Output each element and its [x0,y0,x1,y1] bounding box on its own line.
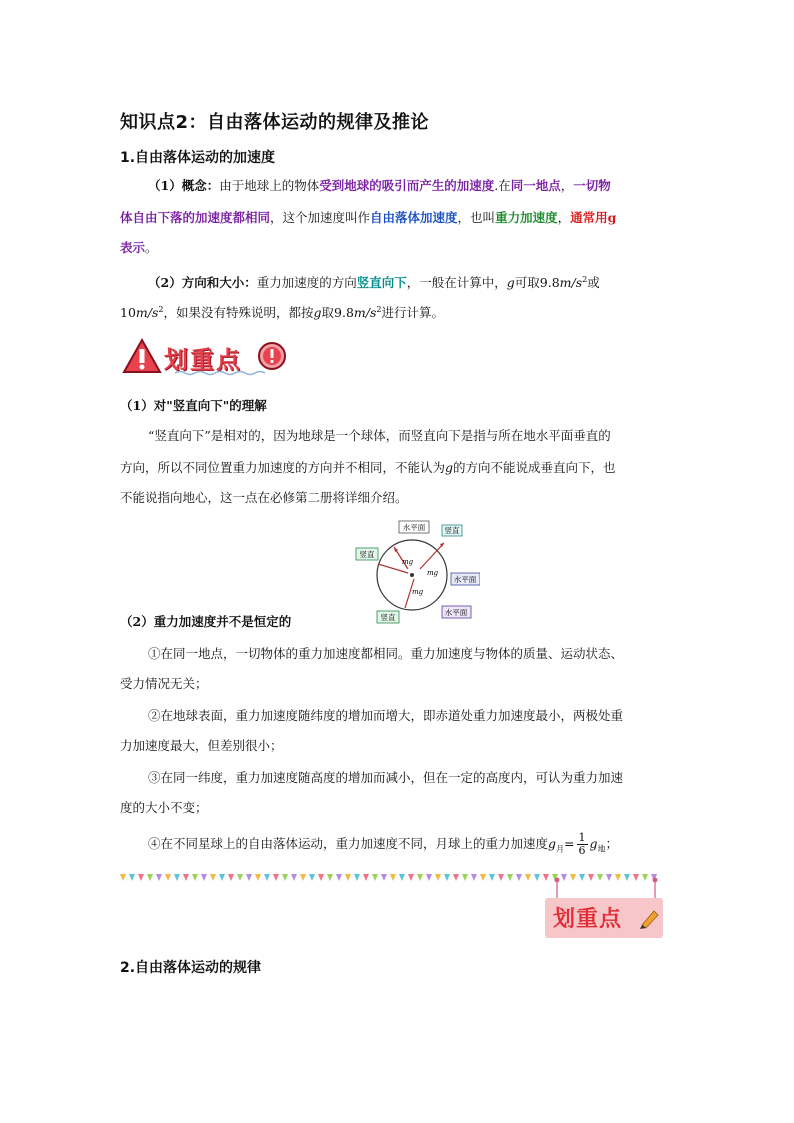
bunting-flag [444,874,450,881]
mg-label-right: mg [427,569,439,577]
bunting-flag [336,874,342,881]
banner-underline-wave [175,370,265,376]
note-1-heading: （1）对"竖直向下"的理解 [120,398,267,413]
mg-label-bottom: mg [412,588,424,596]
tag-horizontal-right: 水平面 [453,575,477,584]
bunting-flag [435,874,441,881]
bunting-flag [147,874,153,881]
note-2-item-3b: 度的大小不变； [120,800,208,815]
bunting-flag [246,874,252,881]
stamp-hanger [553,876,663,900]
bunting-flag [165,874,171,881]
note-2-item-2a: ②在地球表面，重力加速度随纬度的增加而增大，即赤道处重力加速度最小，两极处重 [148,708,624,723]
bunting-flag [489,874,495,881]
pencil-icon [639,907,659,929]
bunting-flag [426,874,432,881]
note-2-item-1a: ①在同一地点，一切物体的重力加速度都相同。重力加速度与物体的质量、运动状态、 [148,646,624,661]
bunting-flag [174,874,180,881]
bunting-flag [471,874,477,881]
bunting-flag [228,874,234,881]
warning-icon [122,338,162,374]
bunting-flag [300,874,306,881]
note-2-item-2b: 力加速度最大，但差别很小； [120,738,283,753]
tag-vertical-topright: 竖直 [444,526,460,535]
bunting-flag [363,874,369,881]
section-1-heading: 1.自由落体运动的加速度 [120,150,276,166]
bunting-flag [345,874,351,881]
stamp-label: 划重点 [553,907,623,932]
bunting-flag [390,874,396,881]
bunting-flag [453,874,459,881]
note-2-item-1b: 受力情况无关； [120,676,208,691]
bunting-flag [192,874,198,881]
bunting-flag [219,874,225,881]
bunting-flag [291,874,297,881]
bunting-flag [282,874,288,881]
bunting-flag [138,874,144,881]
bunting-flag [408,874,414,881]
bunting-flag [183,874,189,881]
bunting-flag [201,874,207,881]
bunting-flag [507,874,513,881]
bunting-flag [498,874,504,881]
bunting-flag [264,874,270,881]
bunting-flag [381,874,387,881]
bunting-flag [309,874,315,881]
bunting-flag [255,874,261,881]
note-1-line-2: 方向，所以不同位置重力加速度的方向并不相同，不能认为g的方向不能说成垂直向下，也 [120,460,616,475]
tag-horizontal-top: 水平面 [402,523,426,532]
direction-line-1: （2）方向和大小：重力加速度的方向竖直向下，一般在计算中，g可取$9.8m/s^2$或 [148,275,600,291]
bunting-flag [120,874,126,881]
gravity-direction-diagram [350,517,480,625]
direction-line-2: $10m/s^2$，如果没有特殊说明，都按g取$9.8m/s^2$进行计算。 [120,305,444,321]
fraction-one-sixth: $\frac{1}{6}$ [578,831,586,857]
bunting-flag [237,874,243,881]
bunting-flag [210,874,216,881]
exclamation-icon [257,341,287,371]
bunting-flag [354,874,360,881]
bunting-flag [462,874,468,881]
bunting-flag [480,874,486,881]
tag-vertical-bottom: 竖直 [380,613,396,622]
bunting-flag [372,874,378,881]
bunting-flag [516,874,522,881]
bunting-flag [399,874,405,881]
bunting-flag [543,874,549,881]
concept-line-1: （1）概念：由于地球上的物体受到地球的吸引而产生的加速度.在同一地点，一切物 [148,178,611,193]
banner-label: 划重点 [164,346,242,374]
key-point-stamp [545,898,663,938]
tag-vertical-left: 竖直 [359,550,375,559]
bunting-flag [534,874,540,881]
page-title: 知识点2：自由落体运动的规律及推论 [120,112,430,133]
tag-horizontal-bottom: 水平面 [444,608,468,617]
bunting-flag [273,874,279,881]
bunting-flag [318,874,324,881]
section-2-heading: 2.自由落体运动的规律 [120,960,262,976]
bunting-flag [417,874,423,881]
note-2-heading: （2）重力加速度并不是恒定的 [120,614,292,629]
bunting-flag [129,874,135,881]
note-2-item-4: ④在不同星球上的自由落体运动，重力加速度不同，月球上的重力加速度$g_月=$ $\frac{1}{6}$ $g_地$； [148,831,619,857]
mg-label-top: mg [402,558,414,566]
note-1-line-1: “竖直向下”是相对的，因为地球是一个球体，而竖直向下是指与所在地水平面垂直的 [148,428,611,443]
concept-line-3: 表示。 [120,240,158,255]
bunting-flag [156,874,162,881]
concept-line-2: 体自由下落的加速度都相同，这个加速度叫作自由落体加速度，也叫重力加速度，通常用g [120,210,617,225]
bunting-flag [525,874,531,881]
bunting-flag [327,874,333,881]
note-2-item-3a: ③在同一纬度，重力加速度随高度的增加而减小，但在一定的高度内，可认为重力加速 [148,770,624,785]
note-1-line-3: 不能说指向地心，这一点在必修第二册将详细介绍。 [120,490,408,505]
